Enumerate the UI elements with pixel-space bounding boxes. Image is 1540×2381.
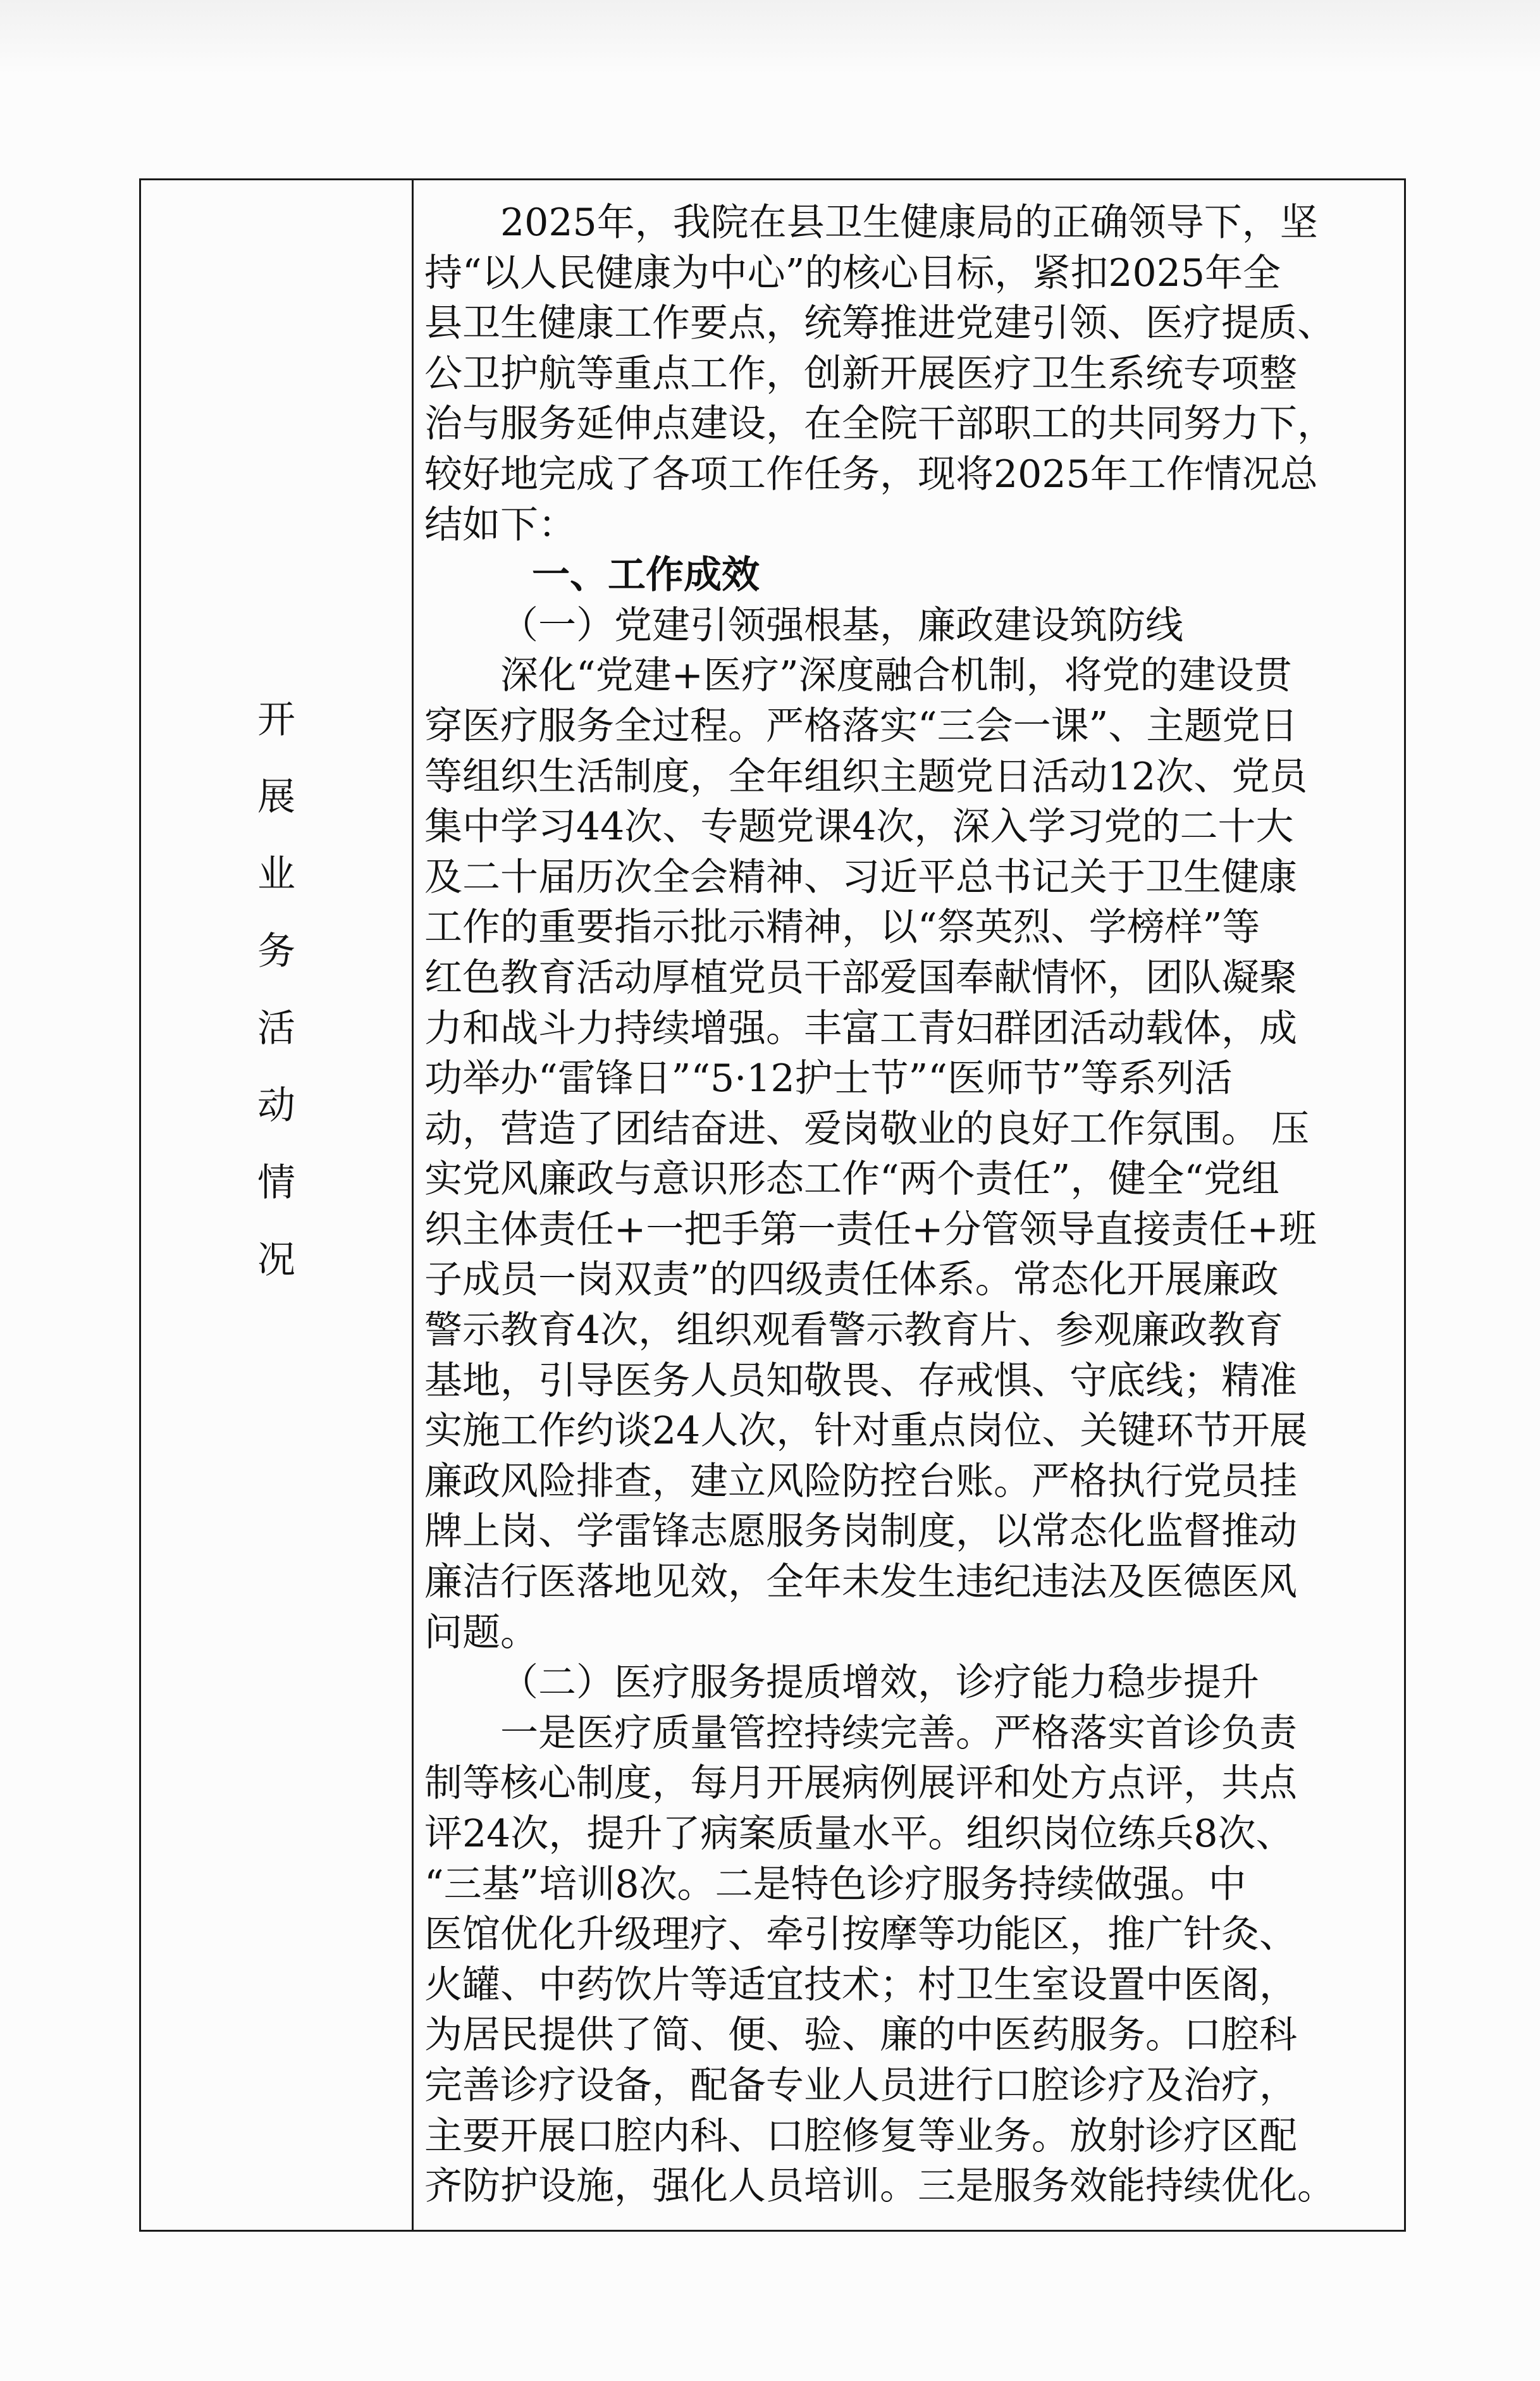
text-line: 主要开展口腔内科、口腔修复等业务。放射诊疗区配 [424, 2113, 1297, 2158]
column-divider [412, 180, 414, 2230]
label-character: 业 [257, 852, 295, 896]
text-line: 警示教育4次，组织观看警示教育片、参观廉政教育 [424, 1308, 1284, 1353]
text-line: 实施工作约谈24人次，针对重点岗位、关键环节开展 [424, 1409, 1308, 1454]
text-line: 齐防护设施，强化人员培训。三是服务效能持续优化。 [424, 2164, 1335, 2209]
label-character: 况 [257, 1238, 295, 1282]
row-label-cell [141, 180, 412, 2230]
text-line: （一）党建引领强根基，廉政建设筑防线 [500, 603, 1183, 648]
text-line: 深化“党建+医疗”深度融合机制，将党的建设贯 [500, 653, 1292, 698]
text-line: 为居民提供了简、便、验、廉的中医药服务。口腔科 [424, 2013, 1297, 2058]
text-line: 评24次，提升了病案质量水平。组织岗位练兵8次、 [424, 1812, 1294, 1856]
text-line: 廉政风险排查，建立风险防控台账。严格执行党员挂 [424, 1459, 1297, 1504]
text-line: 工作的重要指示批示精神，以“祭英烈、学榜样”等 [424, 905, 1260, 950]
section-heading: 一、工作成效 [532, 553, 760, 598]
text-line: 穿医疗服务全过程。严格落实“三会一课”、主题党日 [424, 703, 1298, 748]
text-line: （二）医疗服务提质增效，诊疗能力稳步提升 [500, 1661, 1259, 1705]
text-line: 问题。 [424, 1610, 538, 1655]
label-character: 开 [257, 698, 295, 742]
label-character: 情 [257, 1161, 295, 1205]
text-line: 完善诊疗设备，配备专业人员进行口腔诊疗及治疗， [424, 2063, 1297, 2108]
text-line: 制等核心制度，每月开展病例展评和处方点评，共点 [424, 1761, 1297, 1806]
text-line: 2025年，我院在县卫生健康局的正确领导下，坚 [500, 201, 1318, 245]
text-line: 动，营造了团结奋进、爱岗敬业的良好工作氛围。 压 [424, 1106, 1310, 1151]
text-line: 基地，引导医务人员知敬畏、存戒惧、守底线；精准 [424, 1358, 1297, 1403]
text-line: 一是医疗质量管控持续完善。严格落实首诊负责 [500, 1710, 1297, 1755]
text-line: 医馆优化升级理疗、牵引按摩等功能区，推广针灸、 [424, 1912, 1297, 1957]
label-character: 务 [257, 929, 295, 974]
label-character: 展 [257, 775, 295, 819]
text-line: 治与服务延伸点建设，在全院干部职工的共同努力下， [424, 402, 1335, 447]
text-line: 牌上岗、学雷锋志愿服务岗制度，以常态化监督推动 [424, 1509, 1297, 1554]
text-line: 及二十届历次全会精神、习近平总书记关于卫生健康 [424, 855, 1297, 900]
content-cell [424, 198, 1395, 2212]
text-line: 火罐、中药饮片等适宜技术；村卫生室设置中医阁， [424, 1962, 1297, 2007]
text-line: 集中学习44次、专题党课4次，深入学习党的二十大 [424, 805, 1294, 850]
text-line: 功举办“雷锋日”“5·12护士节”“医师节”等系列活 [424, 1056, 1233, 1101]
text-line: 织主体责任+一把手第一责任+分管领导直接责任+班 [424, 1207, 1317, 1252]
text-line: 实党风廉政与意识形态工作“两个责任”，健全“党组 [424, 1157, 1280, 1202]
label-character: 动 [257, 1084, 295, 1128]
text-line: 公卫护航等重点工作，创新开展医疗卫生系统专项整 [424, 351, 1297, 396]
text-line: 力和战斗力持续增强。丰富工青妇群团活动载体，成 [424, 1006, 1297, 1051]
summary-table [139, 178, 1406, 2232]
text-line: 子成员一岗双责”的四级责任体系。常态化开展廉政 [424, 1258, 1279, 1302]
text-line: 结如下： [424, 502, 576, 547]
text-line: 县卫生健康工作要点，统筹推进党建引领、医疗提质、 [424, 301, 1335, 346]
text-line: “三基”培训8次。二是特色诊疗服务持续做强。中 [424, 1862, 1247, 1907]
text-line: 红色教育活动厚植党员干部爱国奉献情怀，团队凝聚 [424, 955, 1297, 1000]
text-line: 持“以人民健康为中心”的核心目标，紧扣2025年全 [424, 250, 1281, 295]
text-line: 廉洁行医落地见效，全年未发生违纪违法及医德医风 [424, 1560, 1297, 1605]
text-line: 较好地完成了各项工作任务，现将2025年工作情况总 [424, 452, 1318, 497]
label-character: 活 [257, 1006, 295, 1051]
text-line: 等组织生活制度，全年组织主题党日活动12次、党员 [424, 754, 1308, 799]
